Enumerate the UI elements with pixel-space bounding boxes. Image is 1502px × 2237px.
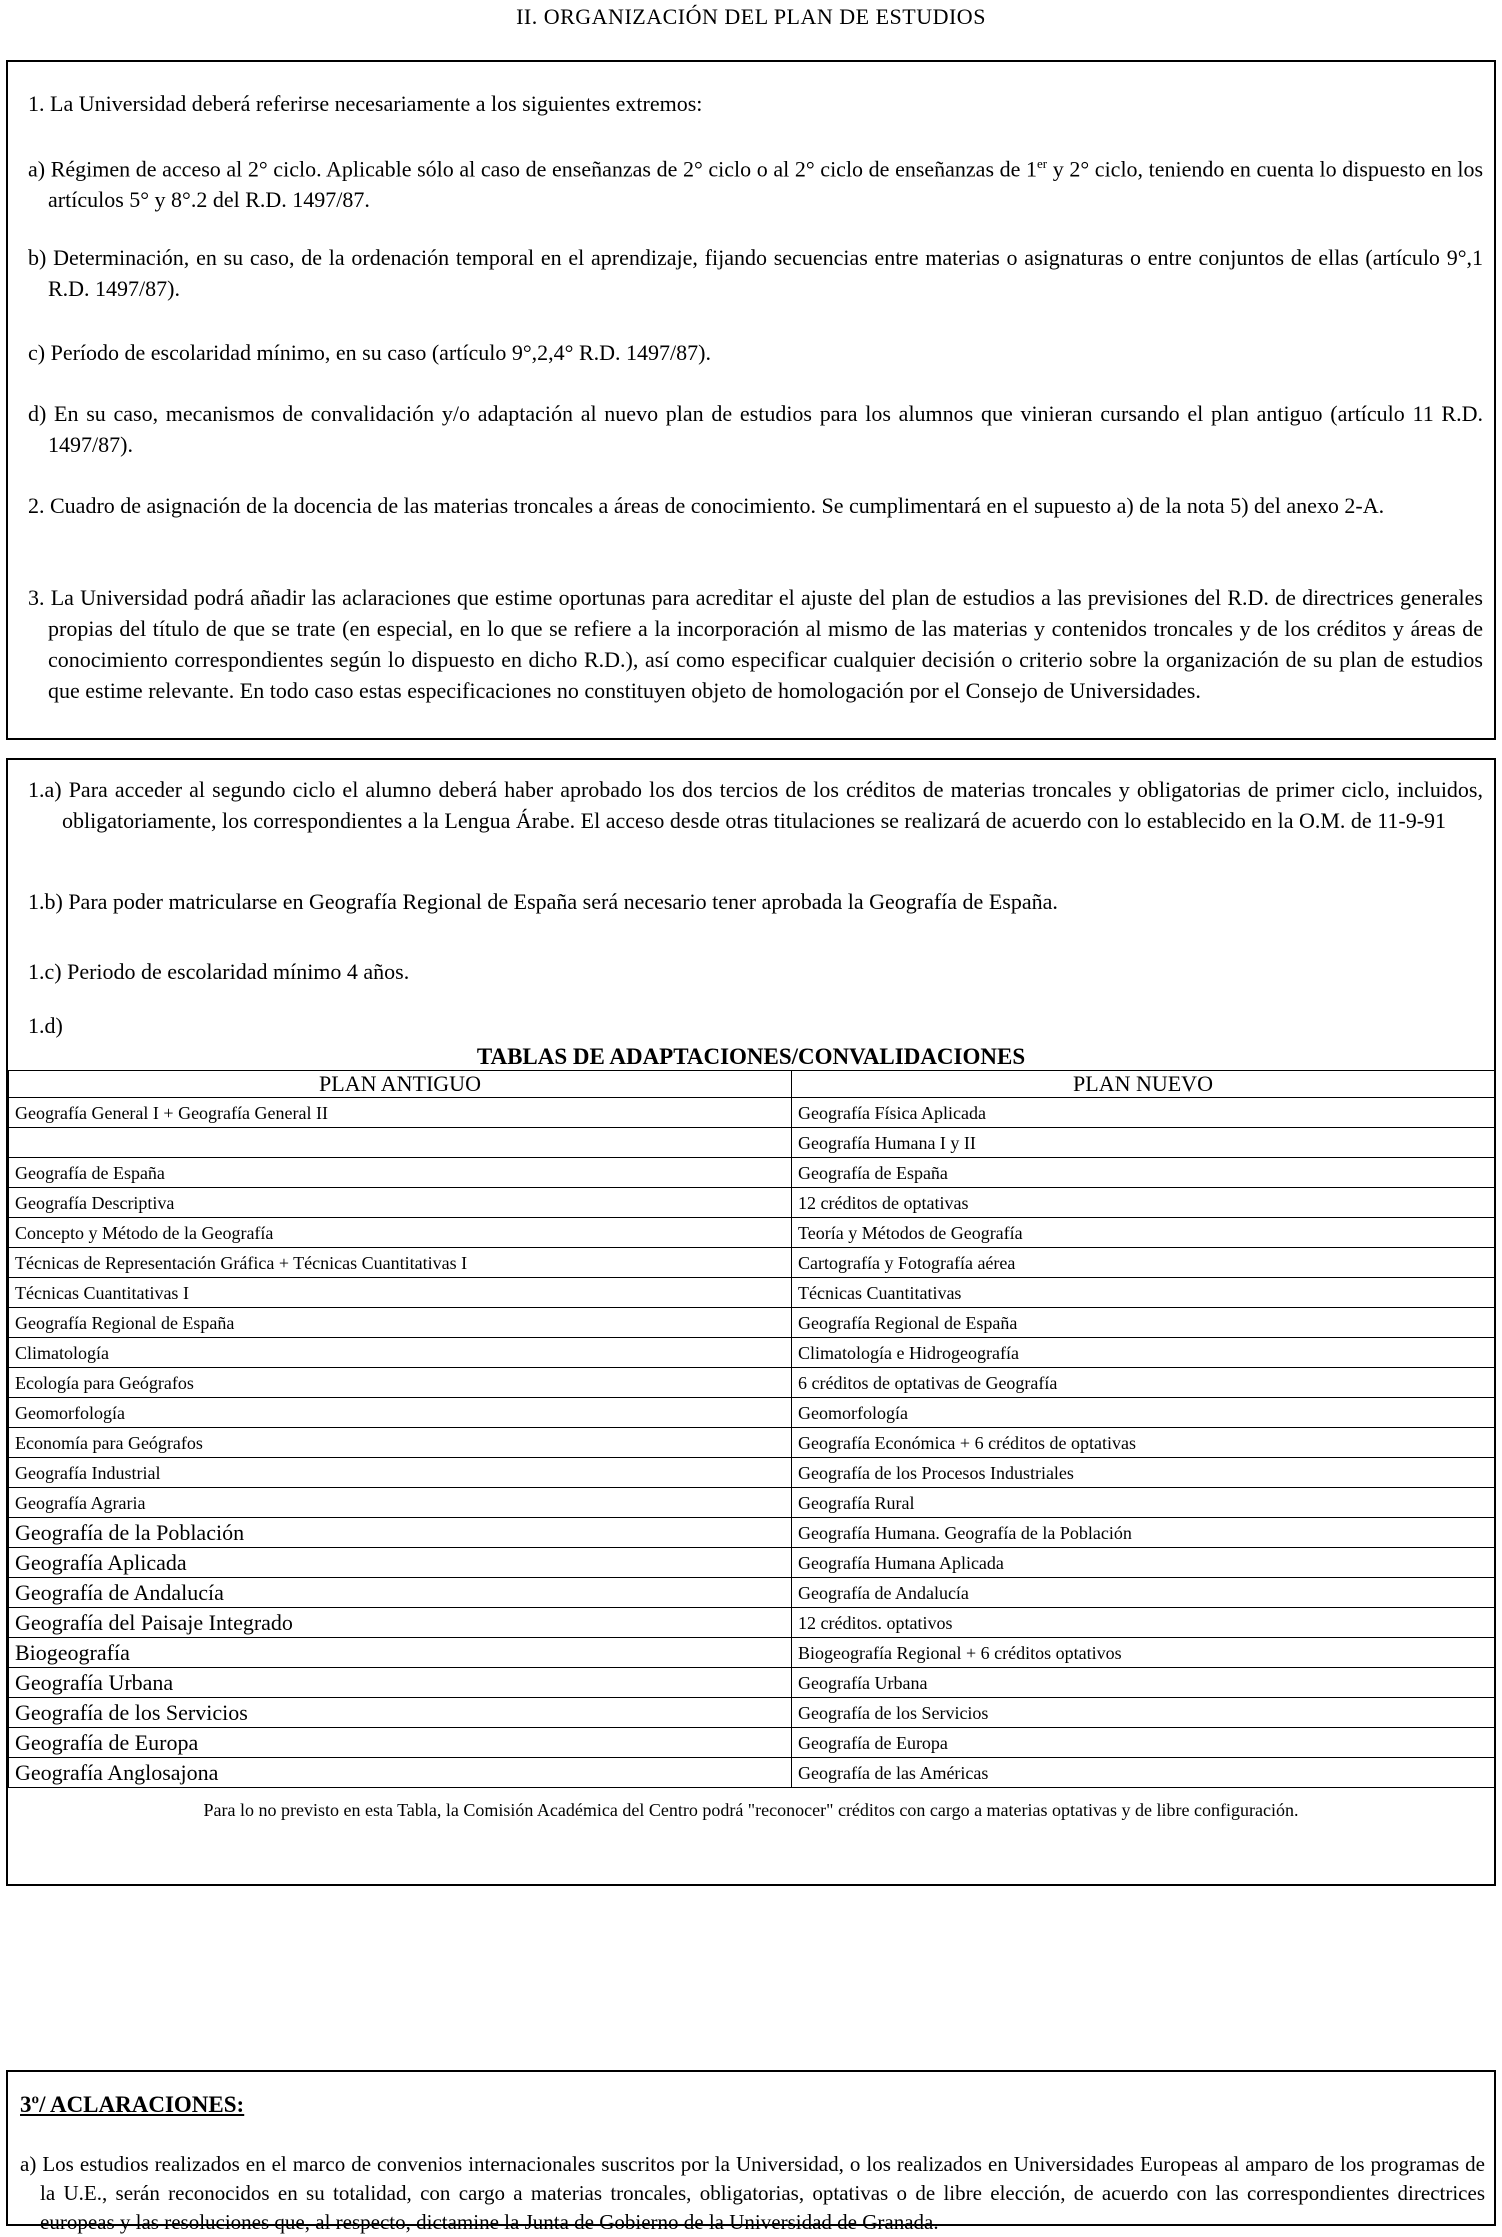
old-plan-cell: Geografía Urbana (9, 1668, 792, 1698)
table-row (9, 1188, 1495, 1218)
old-plan-cell: Geografía de la Población (9, 1518, 792, 1548)
plan-1a (28, 774, 1483, 836)
new-plan-cell: Geografía Humana Aplicada (792, 1548, 1495, 1578)
old-plan-cell: Ecología para Geógrafos (9, 1368, 792, 1398)
instruction-b (28, 242, 1483, 304)
table-row (9, 1668, 1495, 1698)
new-plan-cell: Geografía de Europa (792, 1728, 1495, 1758)
new-plan-cell: Geografía Urbana (792, 1668, 1495, 1698)
table-row (9, 1488, 1495, 1518)
new-plan-cell: Geografía de Andalucía (792, 1578, 1495, 1608)
table-row (9, 1758, 1495, 1788)
table-row (9, 1368, 1495, 1398)
table-row (9, 1128, 1495, 1158)
table-row (9, 1098, 1495, 1128)
old-plan-cell: Geografía Regional de España (9, 1308, 792, 1338)
instruction-c-text: c) Período de escolaridad mínimo, en su caso (artículo 9°,2,4° R.D. 1497/87). (28, 340, 711, 365)
old-plan-cell: Técnicas de Representación Gráfica + Técnicas Cuantitativas I (9, 1248, 792, 1278)
table-row (9, 1428, 1495, 1458)
plan-1c: 1.c) Periodo de escolaridad mínimo 4 años. (28, 959, 410, 984)
old-plan-cell: Geografía de Europa (9, 1728, 792, 1758)
new-plan-cell: 6 créditos de optativas de Geografía (792, 1368, 1495, 1398)
new-plan-cell: Geografía Humana. Geografía de la Población (792, 1518, 1495, 1548)
new-plan-cell: Geografía Económica + 6 créditos de optativas (792, 1428, 1495, 1458)
plan-1d: 1.d) (28, 1013, 63, 1038)
table-row (9, 1518, 1495, 1548)
table-row (9, 1398, 1495, 1428)
aclaraciones-a-text: a) Los estudios realizados en el marco de convenios internacionales suscritos por la Universidad, o los realizados en Universidades Europeas al amparo de los programas de la U.E., serán reconocidos en su totalidad, con cargo a materias troncales, obligatorias, optativas o de libre elección, de acuerdo con las correspondientes directrices europeas y las resoluciones que, al respecto, dictamine la Junta de Gobierno de la Universidad de Granada. (20, 2152, 1485, 2234)
table-row (9, 1308, 1495, 1338)
old-plan-cell: Geografía Anglosajona (9, 1758, 792, 1788)
table-row (9, 1638, 1495, 1668)
new-plan-cell: Teoría y Métodos de Geografía (792, 1218, 1495, 1248)
new-plan-cell: Climatología e Hidrogeografía (792, 1338, 1495, 1368)
old-plan-cell: Geografía General I + Geografía General II (9, 1098, 792, 1128)
table-row (9, 1728, 1495, 1758)
plan-1b: 1.b) Para poder matricularse en Geografía Regional de España será necesario tener aprobada la Geografía de España. (28, 889, 1058, 914)
old-plan-cell (9, 1128, 792, 1158)
old-plan-cell: Técnicas Cuantitativas I (9, 1278, 792, 1308)
aclaraciones-a (20, 2150, 1485, 2237)
new-plan-cell: Geografía Rural (792, 1488, 1495, 1518)
adaptation-table (8, 1070, 1495, 1788)
new-plan-cell: Geografía de los Servicios (792, 1698, 1495, 1728)
old-plan-cell: Geografía Descriptiva (9, 1188, 792, 1218)
table-row (9, 1218, 1495, 1248)
page-title: II. ORGANIZACIÓN DEL PLAN DE ESTUDIOS (516, 4, 986, 29)
table-row (9, 1698, 1495, 1728)
old-plan-cell: Biogeografía (9, 1638, 792, 1668)
new-plan-cell: Geografía de los Procesos Industriales (792, 1458, 1495, 1488)
new-plan-cell: 12 créditos. optativos (792, 1608, 1495, 1638)
new-plan-cell: Geomorfología (792, 1398, 1495, 1428)
instruction-2-text: 2. Cuadro de asignación de la docencia de las materias troncales a áreas de conocimiento. Se cumplimentará en el supuesto a) de la nota 5) del anexo 2-A. (28, 493, 1385, 518)
table-row (9, 1248, 1495, 1278)
instruction-d (28, 398, 1483, 460)
new-plan-cell: Cartografía y Fotografía aérea (792, 1248, 1495, 1278)
instructions-box (6, 60, 1496, 740)
column-header-old-plan: PLAN ANTIGUO (9, 1071, 792, 1098)
new-plan-cell: Geografía de las Américas (792, 1758, 1495, 1788)
plan-box (6, 758, 1496, 1886)
table-body (9, 1098, 1495, 1788)
table-row (9, 1608, 1495, 1638)
instruction-intro: 1. La Universidad deberá referirse necesariamente a los siguientes extremos: (28, 91, 703, 116)
instruction-a-text-2: y 2° ciclo, teniendo en cuenta lo dispuesto en los artículos 5° y 8°.2 del R.D. 1497/87. (48, 156, 1484, 213)
table-row (9, 1578, 1495, 1608)
new-plan-cell: Geografía de España (792, 1158, 1495, 1188)
old-plan-cell: Geomorfología (9, 1398, 792, 1428)
new-plan-cell: Geografía Regional de España (792, 1308, 1495, 1338)
table-header-row (9, 1071, 1495, 1098)
instruction-a (28, 148, 1483, 215)
old-plan-cell: Economía para Geógrafos (9, 1428, 792, 1458)
table-row (9, 1548, 1495, 1578)
table-note: Para lo no previsto en esta Tabla, la Comisión Académica del Centro podrá "reconocer" créditos con cargo a materias optativas y de libre configuración. (203, 1800, 1299, 1820)
instruction-3-text: 3. La Universidad podrá añadir las aclaraciones que estime oportunas para acreditar el ajuste del plan de estudios a las previsiones del R.D. de directrices generales propias del título de que se trate (en especial, en lo que se refiere a la incorporación al mismo de las materias y contenidos troncales y de los créditos y áreas de conocimiento correspondientes según lo dispuesto en dicho R.D.), así como especificar cualquier decisión o criterio sobre la organización de su plan de estudios que estime relevante. En todo caso estas especificaciones no constituyen objeto de homologación por el Consejo de Universidades. (28, 585, 1483, 703)
new-plan-cell: Geografía Física Aplicada (792, 1098, 1495, 1128)
old-plan-cell: Geografía de España (9, 1158, 792, 1188)
old-plan-cell: Geografía de los Servicios (9, 1698, 792, 1728)
old-plan-cell: Concepto y Método de la Geografía (9, 1218, 792, 1248)
instruction-b-text: b) Determinación, en su caso, de la ordenación temporal en el aprendizaje, fijando secuencias entre materias o asignaturas o entre conjuntos de ellas (artículo 9°,1 R.D. 1497/87). (28, 245, 1483, 301)
old-plan-cell: Geografía Agraria (9, 1488, 792, 1518)
new-plan-cell: 12 créditos de optativas (792, 1188, 1495, 1218)
new-plan-cell: Geografía Humana I y II (792, 1128, 1495, 1158)
instruction-3 (28, 582, 1483, 706)
instruction-2 (28, 490, 1483, 521)
instruction-d-text: d) En su caso, mecanismos de convalidación y/o adaptación al nuevo plan de estudios para los alumnos que vinieran cursando el plan antiguo (artículo 11 R.D. 1497/87). (28, 401, 1483, 457)
table-row (9, 1458, 1495, 1488)
table-row (9, 1338, 1495, 1368)
plan-1a-text: 1.a) Para acceder al segundo ciclo el alumno deberá haber aprobado los dos tercios de los créditos de materias troncales y obligatorias de primer ciclo, incluidos, obligatoriamente, los correspondientes a la Lengua Árabe. El acceso desde otras titulaciones se realizará de acuerdo con lo establecido en la O.M. de 11-9-91 (28, 777, 1483, 833)
instruction-a-superscript: er (1037, 156, 1048, 171)
instruction-c (28, 337, 1483, 368)
old-plan-cell: Geografía Aplicada (9, 1548, 792, 1578)
old-plan-cell: Climatología (9, 1338, 792, 1368)
old-plan-cell: Geografía Industrial (9, 1458, 792, 1488)
instruction-a-text-1: a) Régimen de acceso al 2° ciclo. Aplicable sólo al caso de enseñanzas de 2° ciclo o al 2° ciclo de enseñanzas de 1 (28, 156, 1038, 182)
new-plan-cell: Biogeografía Regional + 6 créditos optativos (792, 1638, 1495, 1668)
column-header-new-plan: PLAN NUEVO (792, 1071, 1495, 1098)
new-plan-cell: Técnicas Cuantitativas (792, 1278, 1495, 1308)
table-row (9, 1278, 1495, 1308)
aclaraciones-box (6, 2070, 1496, 2234)
table-title: TABLAS DE ADAPTACIONES/CONVALIDACIONES (476, 1044, 1026, 1069)
old-plan-cell: Geografía de Andalucía (9, 1578, 792, 1608)
table-row (9, 1158, 1495, 1188)
aclaraciones-heading: 3º/ ACLARACIONES: (20, 2092, 245, 2117)
old-plan-cell: Geografía del Paisaje Integrado (9, 1608, 792, 1638)
